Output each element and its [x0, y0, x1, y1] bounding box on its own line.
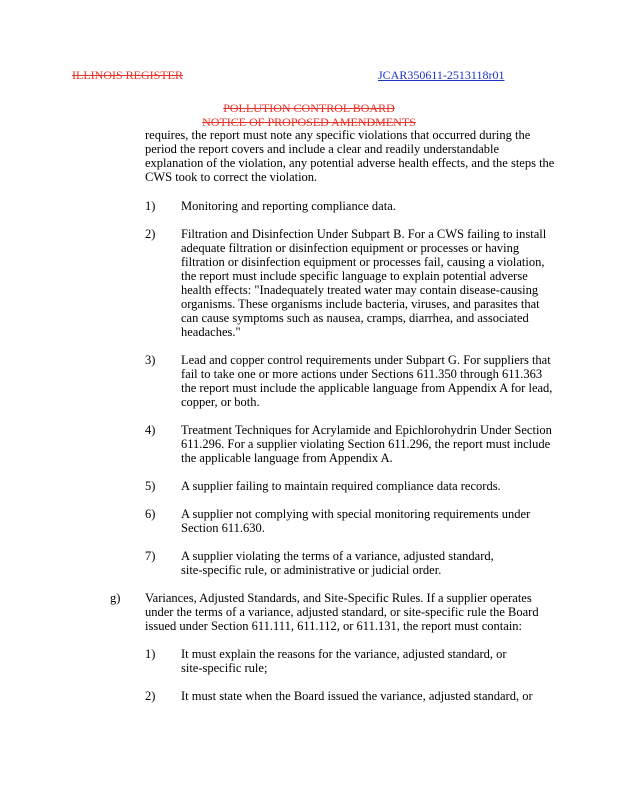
item-line: Lead and copper control requirements under Subpart G. For suppliers that: [181, 353, 551, 367]
item-number: 2): [145, 227, 156, 241]
notice-title: NOTICE OF PROPOSED AMENDMENTS: [202, 115, 416, 129]
item-number: 7): [145, 549, 156, 563]
item-line: Monitoring and reporting compliance data.: [181, 199, 396, 213]
item-line: site-specific rule;: [181, 661, 268, 675]
item-number: 2): [145, 689, 156, 703]
section-line: under the terms of a variance, adjusted standard, or site-specific rule the Board: [145, 605, 539, 619]
item-line: It must state when the Board issued the variance, adjusted standard, or: [181, 689, 533, 703]
item-line: the applicable language from Appendix A.: [181, 451, 393, 465]
item-number: 5): [145, 479, 156, 493]
board-title: POLLUTION CONTROL BOARD: [223, 101, 395, 115]
item-line: headaches.": [181, 325, 241, 339]
item-line: Section 611.630.: [181, 521, 265, 535]
item-line: A supplier not complying with special monitoring requirements under: [181, 507, 531, 521]
item-line: A supplier violating the terms of a variance, adjusted standard,: [181, 549, 494, 563]
intro-line: explanation of the violation, any potential adverse health effects, and the steps the: [145, 156, 555, 170]
item-number: 6): [145, 507, 156, 521]
item-line: adequate filtration or disinfection equipment or processes or having: [181, 241, 520, 255]
section-line: issued under Section 611.111, 611.112, or 611.131, the report must contain:: [145, 619, 523, 633]
item-line: It must explain the reasons for the variance, adjusted standard, or: [181, 647, 507, 661]
item-line: Filtration and Disinfection Under Subpart B. For a CWS failing to install: [181, 227, 547, 241]
item-line: 611.296. For a supplier violating Section 611.296, the report must include: [181, 437, 551, 451]
item-number: 1): [145, 647, 156, 661]
item-number: 4): [145, 423, 156, 437]
item-line: fail to take one or more actions under Sections 611.350 through 611.363: [181, 367, 543, 381]
item-number: 1): [145, 199, 156, 213]
register-title: ILLINOIS REGISTER: [72, 68, 183, 82]
section-line: Variances, Adjusted Standards, and Site-Specific Rules. If a supplier operates: [145, 591, 532, 605]
item-line: A supplier failing to maintain required compliance data records.: [181, 479, 501, 493]
item-line: site-specific rule, or administrative or judicial order.: [181, 563, 442, 577]
section-letter: g): [110, 591, 121, 605]
item-line: copper, or both.: [181, 395, 260, 409]
item-line: filtration or disinfection equipment or processes fail, causing a violation,: [181, 255, 545, 269]
item-line: the report must include specific language to explain potential adverse: [181, 269, 528, 283]
intro-line: CWS took to correct the violation.: [145, 170, 318, 184]
item-number: 3): [145, 353, 156, 367]
item-line: can cause symptoms such as nausea, cramps, diarrhea, and associated: [181, 311, 529, 325]
item-line: health effects: "Inadequately treated water may contain disease-causing: [181, 283, 539, 297]
item-line: the report must include the applicable language from Appendix A for lead,: [181, 381, 553, 395]
intro-line: period the report covers and include a clear and readily understandable: [145, 142, 500, 156]
item-line: Treatment Techniques for Acrylamide and Epichlorohydrin Under Section: [181, 423, 552, 437]
item-line: organisms. These organisms include bacteria, viruses, and parasites that: [181, 297, 540, 311]
intro-line: requires, the report must note any specific violations that occurred during the: [145, 128, 531, 142]
jcar-code: JCAR350611-2513118r01: [378, 68, 505, 82]
